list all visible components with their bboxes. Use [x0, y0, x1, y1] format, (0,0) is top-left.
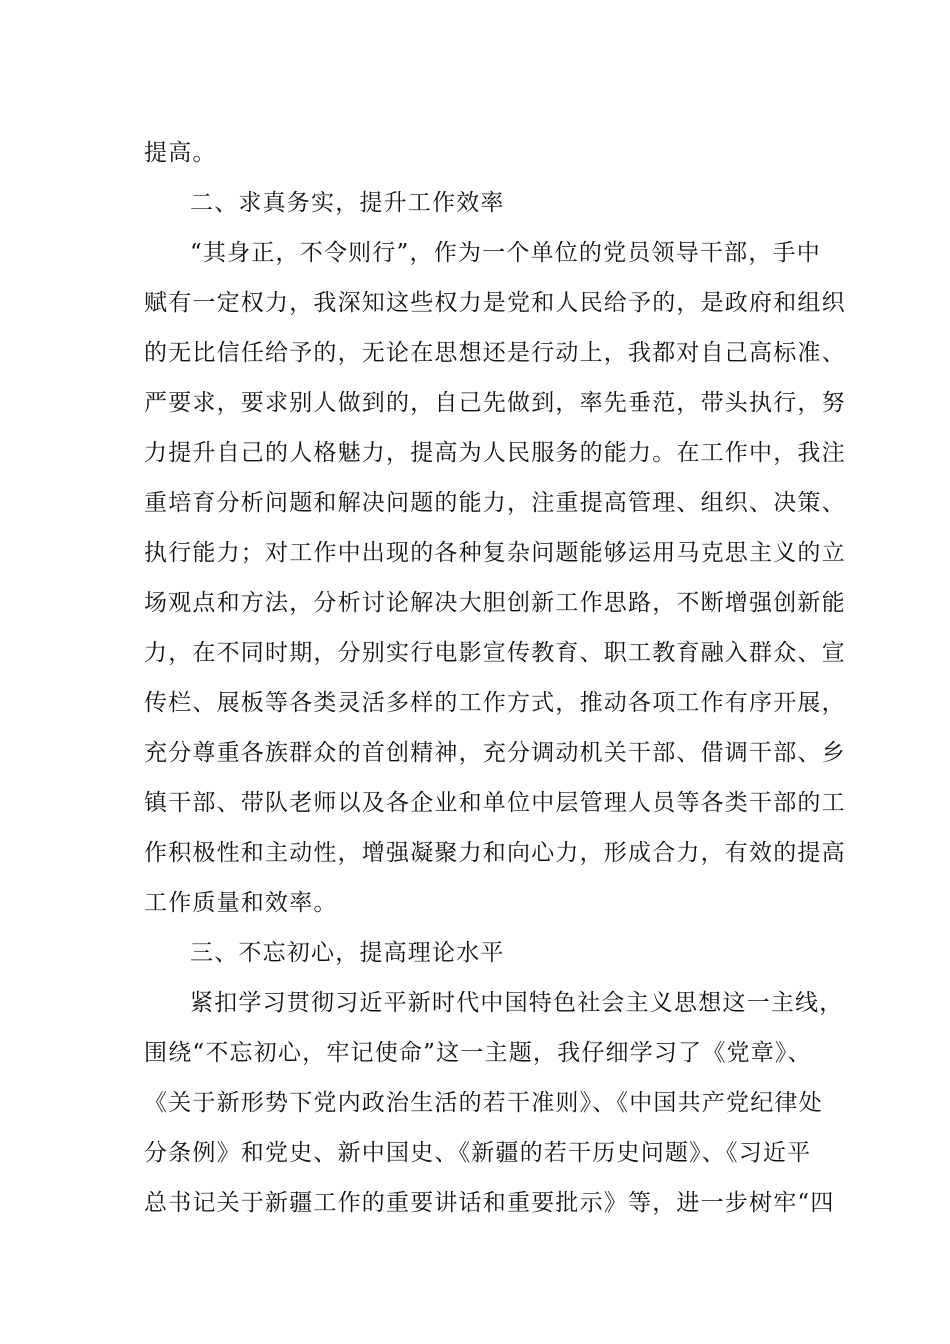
paragraph-line: 工作质量和效率。	[144, 890, 338, 916]
paragraph-line: 充分尊重各族群众的首创精神，充分调动机关干部、借调干部、乡	[144, 740, 846, 766]
paragraph-line: 重培育分析问题和解决问题的能力，注重提高管理、组织、决策、	[144, 490, 846, 516]
paragraph-line: 紧扣学习贯彻习近平新时代中国特色社会主义思想这一主线，	[190, 990, 844, 1016]
paragraph-line: 的无比信任给予的，无论在思想还是行动上，我都对自己高标准、	[144, 340, 846, 366]
paragraph-line: 赋有一定权力，我深知这些权力是党和人民给予的，是政府和组织	[144, 290, 846, 316]
paragraph-line: 作积极性和主动性，增强凝聚力和向心力，形成合力，有效的提高	[144, 840, 846, 866]
paragraph-line: 力提升自己的人格魅力，提高为人民服务的能力。在工作中，我注	[144, 440, 846, 466]
paragraph-line: 严要求，要求别人做到的，自己先做到，率先垂范，带头执行，努	[144, 390, 846, 416]
paragraph-line: 围绕“不忘初心，牢记使命”这一主题，我仔细学习了《党章》、	[144, 1040, 812, 1066]
paragraph-line: 场观点和方法，分析讨论解决大胆创新工作思路，不断增强创新能	[144, 590, 846, 616]
paragraph-line: “其身正，不令则行”，作为一个单位的党员领导干部，手中	[190, 240, 821, 266]
paragraph-line: 总书记关于新疆工作的重要讲话和重要批示》等，进一步树牢“四	[144, 1190, 835, 1216]
section-heading: 三、不忘初心，提高理论水平	[190, 940, 505, 966]
paragraph-line: 传栏、展板等各类灵活多样的工作方式，推动各项工作有序开展，	[144, 690, 846, 716]
text-line: 提高。	[144, 140, 217, 166]
paragraph-line: 分条例》和党史、新中国史、《新疆的若干历史问题》、《习近平	[144, 1140, 812, 1166]
section-heading: 二、求真务实，提升工作效率	[190, 190, 505, 216]
paragraph-line: 力，在不同时期，分别实行电影宣传教育、职工教育融入群众、宣	[144, 640, 846, 666]
paragraph-line: 执行能力；对工作中出现的各种复杂问题能够运用马克思主义的立	[144, 540, 846, 566]
paragraph-line: 《关于新形势下党内政治生活的若干准则》、《中国共产党纪律处	[144, 1090, 823, 1116]
paragraph-line: 镇干部、带队老师以及各企业和单位中层管理人员等各类干部的工	[144, 790, 846, 816]
